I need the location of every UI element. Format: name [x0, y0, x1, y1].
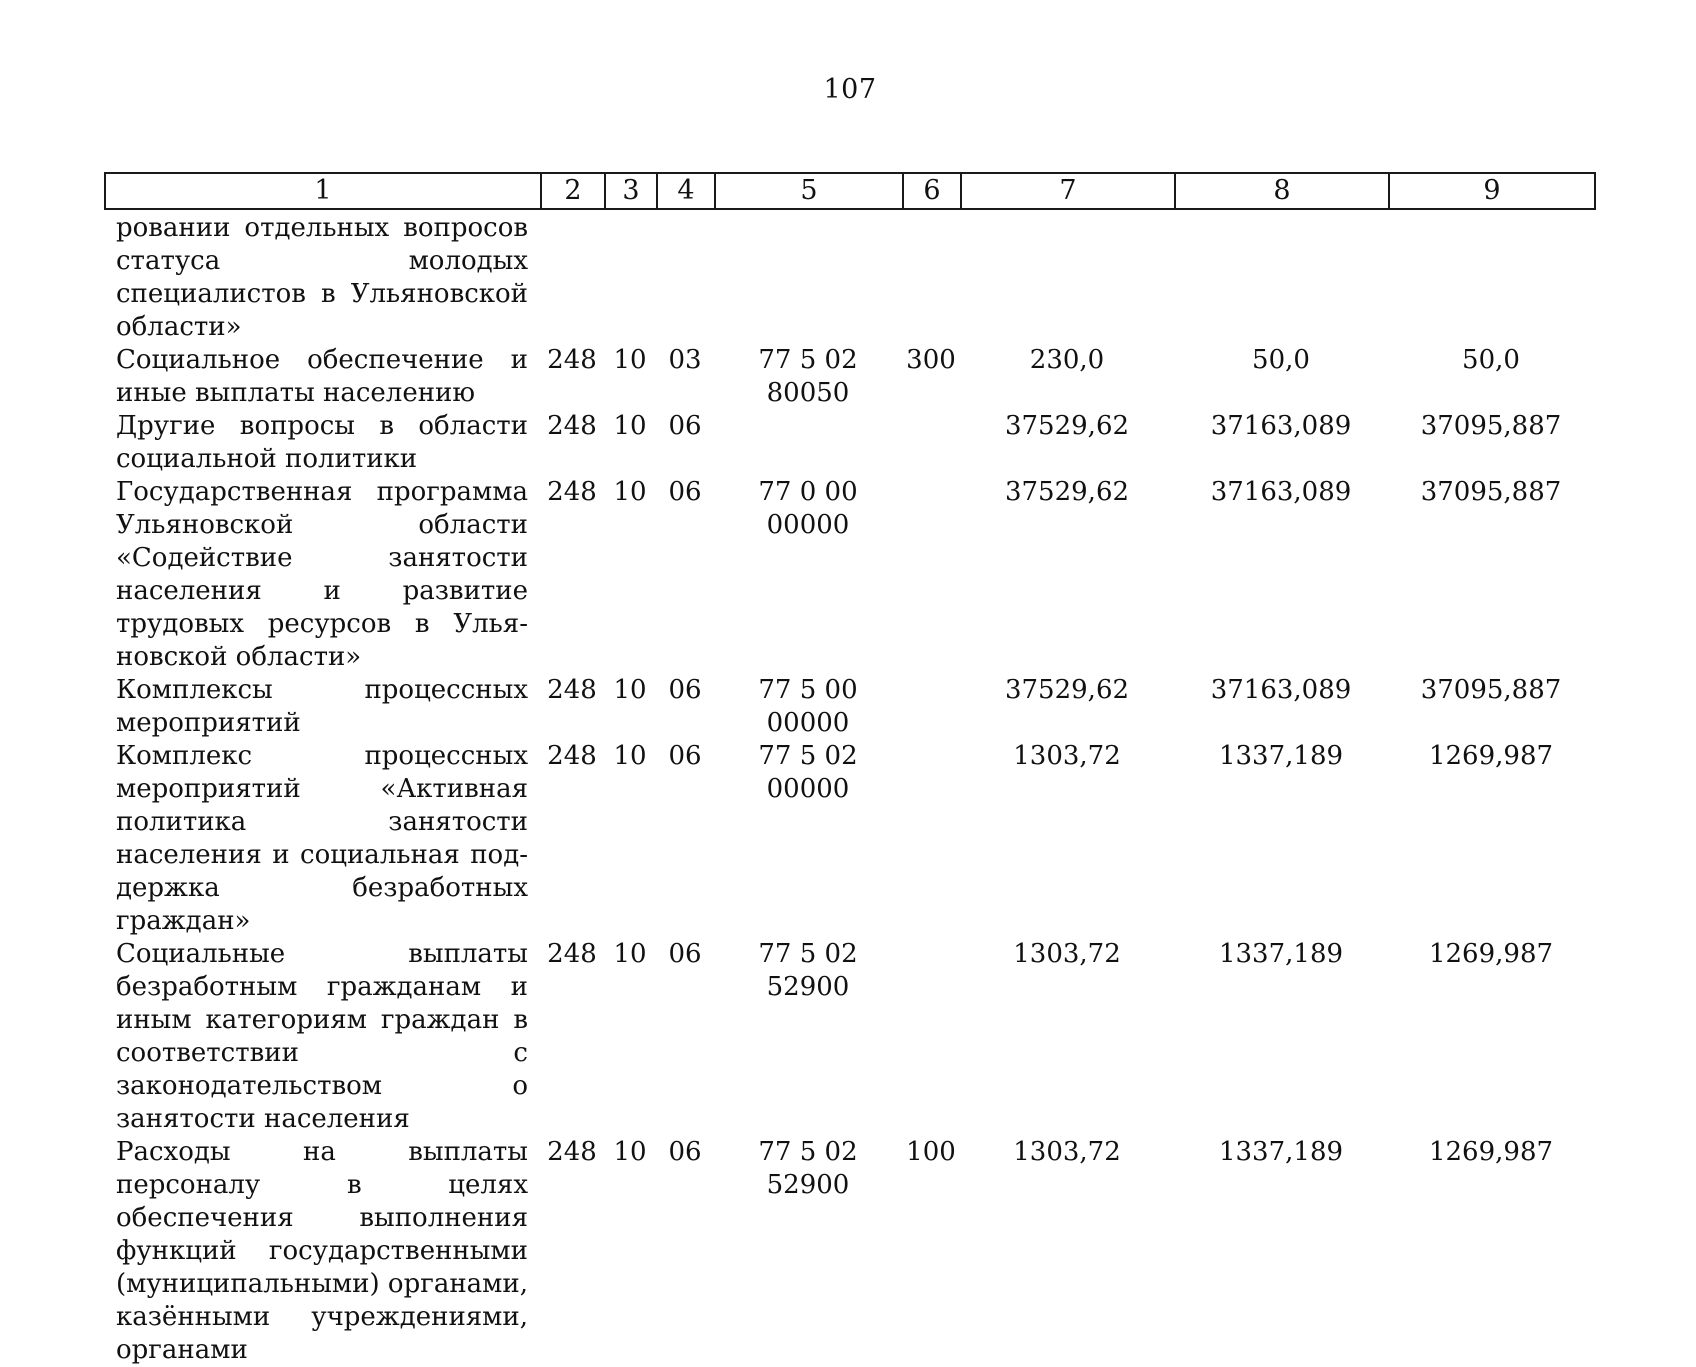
header-col-2: 2	[541, 173, 605, 209]
row-col-6: 300	[906, 345, 956, 375]
table-header	[104, 172, 1596, 210]
row-name: Расходы на выплаты персоналу в целях обеспечения выполнения функций государственными (муниципальными) органами, казёнными учреждениями, органами	[116, 1137, 528, 1365]
row-col-9: 37095,887	[1420, 477, 1562, 507]
row-name: Социальные выплаты безработным гражданам и иным категориям граждан в соответствии с законодательством о занятости населения	[116, 939, 528, 1134]
row-col-4: 06	[668, 477, 702, 507]
budget-table-body	[104, 212, 1594, 1367]
row-col-9: 1269,987	[1428, 939, 1554, 969]
row-col-9: 1269,987	[1428, 1137, 1554, 1167]
row-col-2: 248	[547, 411, 597, 441]
row-col-9: 1269,987	[1428, 741, 1554, 771]
header-col-7: 7	[961, 173, 1175, 209]
row-col-8: 1337,189	[1218, 1137, 1344, 1167]
row-col-9	[1388, 212, 1594, 344]
row-code: 77 5 02 00000	[758, 741, 858, 804]
row-col-3: 10	[613, 1137, 647, 1167]
row-col-8	[1174, 212, 1388, 344]
header-col-6: 6	[903, 173, 961, 209]
row-col-4: 06	[668, 411, 702, 441]
row-col-7: 37529,62	[1004, 675, 1130, 705]
row-col-2: 248	[547, 345, 597, 375]
row-col-3	[604, 212, 656, 344]
row-code	[714, 212, 902, 344]
row-name: Другие вопросы в области социальной политики	[116, 411, 528, 474]
table-row	[104, 476, 1594, 674]
row-col-2	[540, 212, 604, 344]
table-row	[104, 410, 1594, 476]
row-col-3: 10	[613, 741, 647, 771]
table-row	[104, 1136, 1594, 1367]
row-col-9: 37095,887	[1420, 411, 1562, 441]
row-code: 77 5 02 80050	[758, 345, 858, 408]
row-col-4: 06	[668, 675, 702, 705]
row-col-7: 37529,62	[1004, 411, 1130, 441]
row-col-8: 1337,189	[1218, 741, 1344, 771]
row-col-3: 10	[613, 345, 647, 375]
row-col-2: 248	[547, 477, 597, 507]
row-name: Социальное обеспечение и иные выплаты населению	[116, 345, 528, 408]
row-col-7	[960, 212, 1174, 344]
table-row	[104, 674, 1594, 740]
row-col-9: 50,0	[1462, 345, 1520, 375]
row-name: Государственная программа Ульяновской области «Содействие занятости населения и развитие трудовых ресурсов в Ульяновской области»	[116, 477, 528, 672]
row-col-6	[902, 410, 960, 476]
row-col-2: 248	[547, 1137, 597, 1167]
row-col-7: 1303,72	[1013, 939, 1121, 969]
header-col-8: 8	[1175, 173, 1389, 209]
header-col-1: 1	[105, 173, 541, 209]
row-col-6	[902, 740, 960, 938]
row-col-7: 37529,62	[1004, 477, 1130, 507]
row-col-8: 37163,089	[1210, 477, 1352, 507]
row-name: Комплексы процессных мероприятий	[116, 675, 528, 738]
row-col-7: 230,0	[1029, 345, 1105, 375]
row-name: ровании отдельных вопросов статуса молодых специалистов в Ульяновской области»	[116, 213, 528, 342]
row-col-3: 10	[613, 411, 647, 441]
row-col-3: 10	[613, 477, 647, 507]
row-code	[714, 410, 902, 476]
row-col-8: 37163,089	[1210, 675, 1352, 705]
row-col-4: 06	[668, 939, 702, 969]
table-row	[104, 344, 1594, 410]
row-col-6	[902, 476, 960, 674]
header-col-9: 9	[1389, 173, 1595, 209]
row-col-7: 1303,72	[1013, 1137, 1121, 1167]
row-col-8: 50,0	[1252, 345, 1310, 375]
row-code: 77 5 02 52900	[758, 1137, 858, 1200]
row-col-6	[902, 674, 960, 740]
row-col-4: 03	[668, 345, 702, 375]
row-code: 77 5 02 52900	[758, 939, 858, 1002]
header-col-5: 5	[715, 173, 903, 209]
row-col-6	[902, 212, 960, 344]
row-col-6	[902, 938, 960, 1136]
row-col-8: 1337,189	[1218, 939, 1344, 969]
row-col-2: 248	[547, 741, 597, 771]
row-code: 77 5 00 00000	[758, 675, 858, 738]
row-name: Комплекс процессных мероприятий «Активная политика занятости населения и социальная поддержка безработных граждан»	[116, 741, 528, 936]
row-col-7: 1303,72	[1013, 741, 1121, 771]
header-col-3: 3	[605, 173, 657, 209]
table-row	[104, 212, 1594, 344]
row-col-6: 100	[906, 1137, 956, 1167]
row-col-3: 10	[613, 675, 647, 705]
row-col-4: 06	[668, 1137, 702, 1167]
row-code: 77 0 00 00000	[758, 477, 858, 540]
table-row	[104, 740, 1594, 938]
header-col-4: 4	[657, 173, 715, 209]
row-col-2: 248	[547, 675, 597, 705]
row-col-4: 06	[668, 741, 702, 771]
table-row	[104, 938, 1594, 1136]
row-col-2: 248	[547, 939, 597, 969]
page-number: 107	[823, 74, 877, 105]
row-col-4	[656, 212, 714, 344]
row-col-9: 37095,887	[1420, 675, 1562, 705]
row-col-3: 10	[613, 939, 647, 969]
row-col-8: 37163,089	[1210, 411, 1352, 441]
